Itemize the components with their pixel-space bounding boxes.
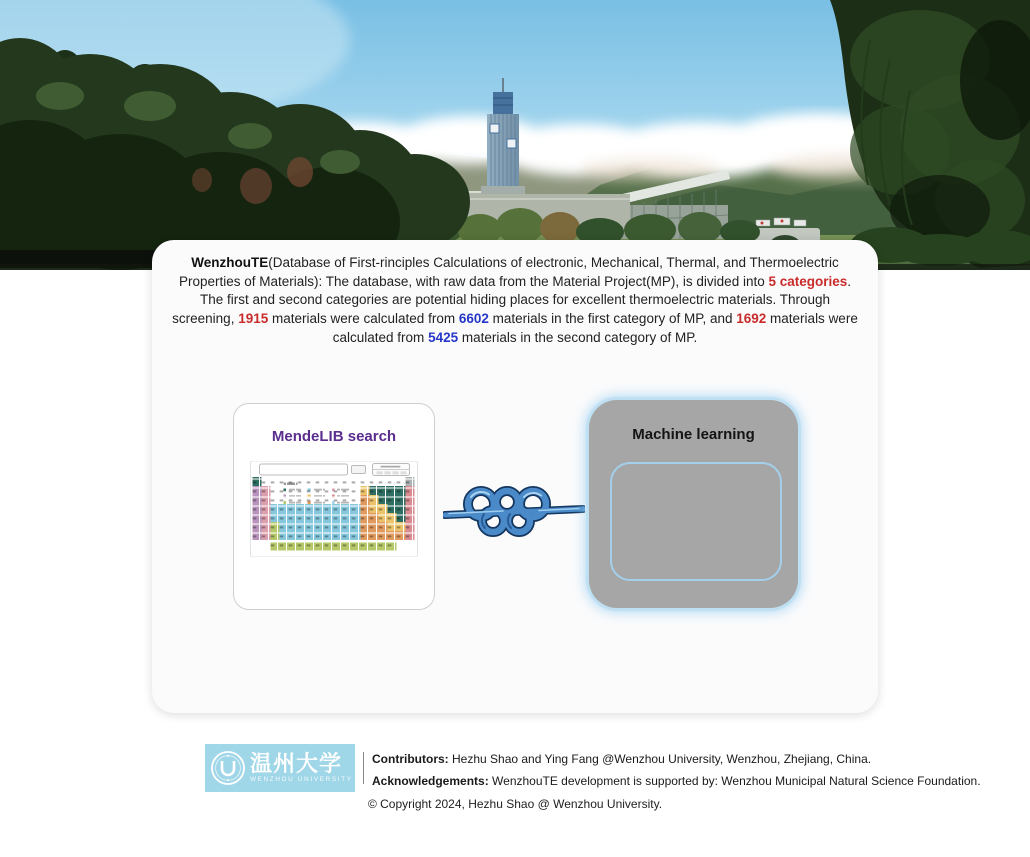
intro-card [152,240,878,713]
machine-learning-title: Machine learning [632,426,755,443]
logo-english-name: WENZHOU UNIVERSITY [250,775,353,783]
rope-knot-image [443,478,585,546]
footer-credits [372,744,981,797]
intro-text: WenzhouTE(Database of First-rinciples Calculations of electronic, Mechanical, Thermal, and Thermoelectric Properties of Materials): The database, with raw data from the Material Project(MP), is divided into 5 categories. The first and second categories are potential hiding places for excellent thermoelectric materials. Through screening, 1915 materials were calculated from 6602 materials in the first category of MP, and 1692 materials were calculated from 5425 materials in the second category of MP. [172,255,858,345]
acknowledgements-label: Acknowledgements: [372,774,489,788]
footer [205,744,981,797]
wenzhou-university-logo[interactable] [205,744,355,792]
machine-learning-placeholder [610,462,782,581]
acknowledgements-line: Acknowledgements: WenzhouTE development is supported by: Wenzhou Municipal Natural Science Foundation. [372,774,981,788]
machine-learning-card[interactable] [589,400,798,608]
periodic-table-image [250,461,418,557]
categories-count: 5 categories [768,273,848,289]
copyright-line: © Copyright 2024, Hezhu Shao @ Wenzhou University. [367,797,663,811]
contributors-line: Contributors: Hezhu Shao and Ying Fang @Wenzhou University, Wenzhou, Zhejiang, China. [372,752,872,766]
ptable-search-button [352,466,366,474]
total-count-2: 5425 [428,329,459,345]
ptable-search-input [260,464,348,475]
ptable-cells [253,477,415,551]
database-title: WenzhouTE [191,255,269,270]
logo-chinese-name: 温州大学 [250,750,343,776]
contributors-label: Contributors: [372,752,449,766]
university-emblem-icon [208,747,248,789]
screened-count-1: 1915 [238,310,269,326]
mendelib-search-title: MendeLIB search [271,428,397,445]
total-count-1: 6602 [458,310,489,326]
footer-divider [363,752,364,784]
mendelib-search-card[interactable] [233,403,435,610]
screened-count-2: 1692 [736,310,767,326]
campus-photo-banner [0,0,1030,270]
